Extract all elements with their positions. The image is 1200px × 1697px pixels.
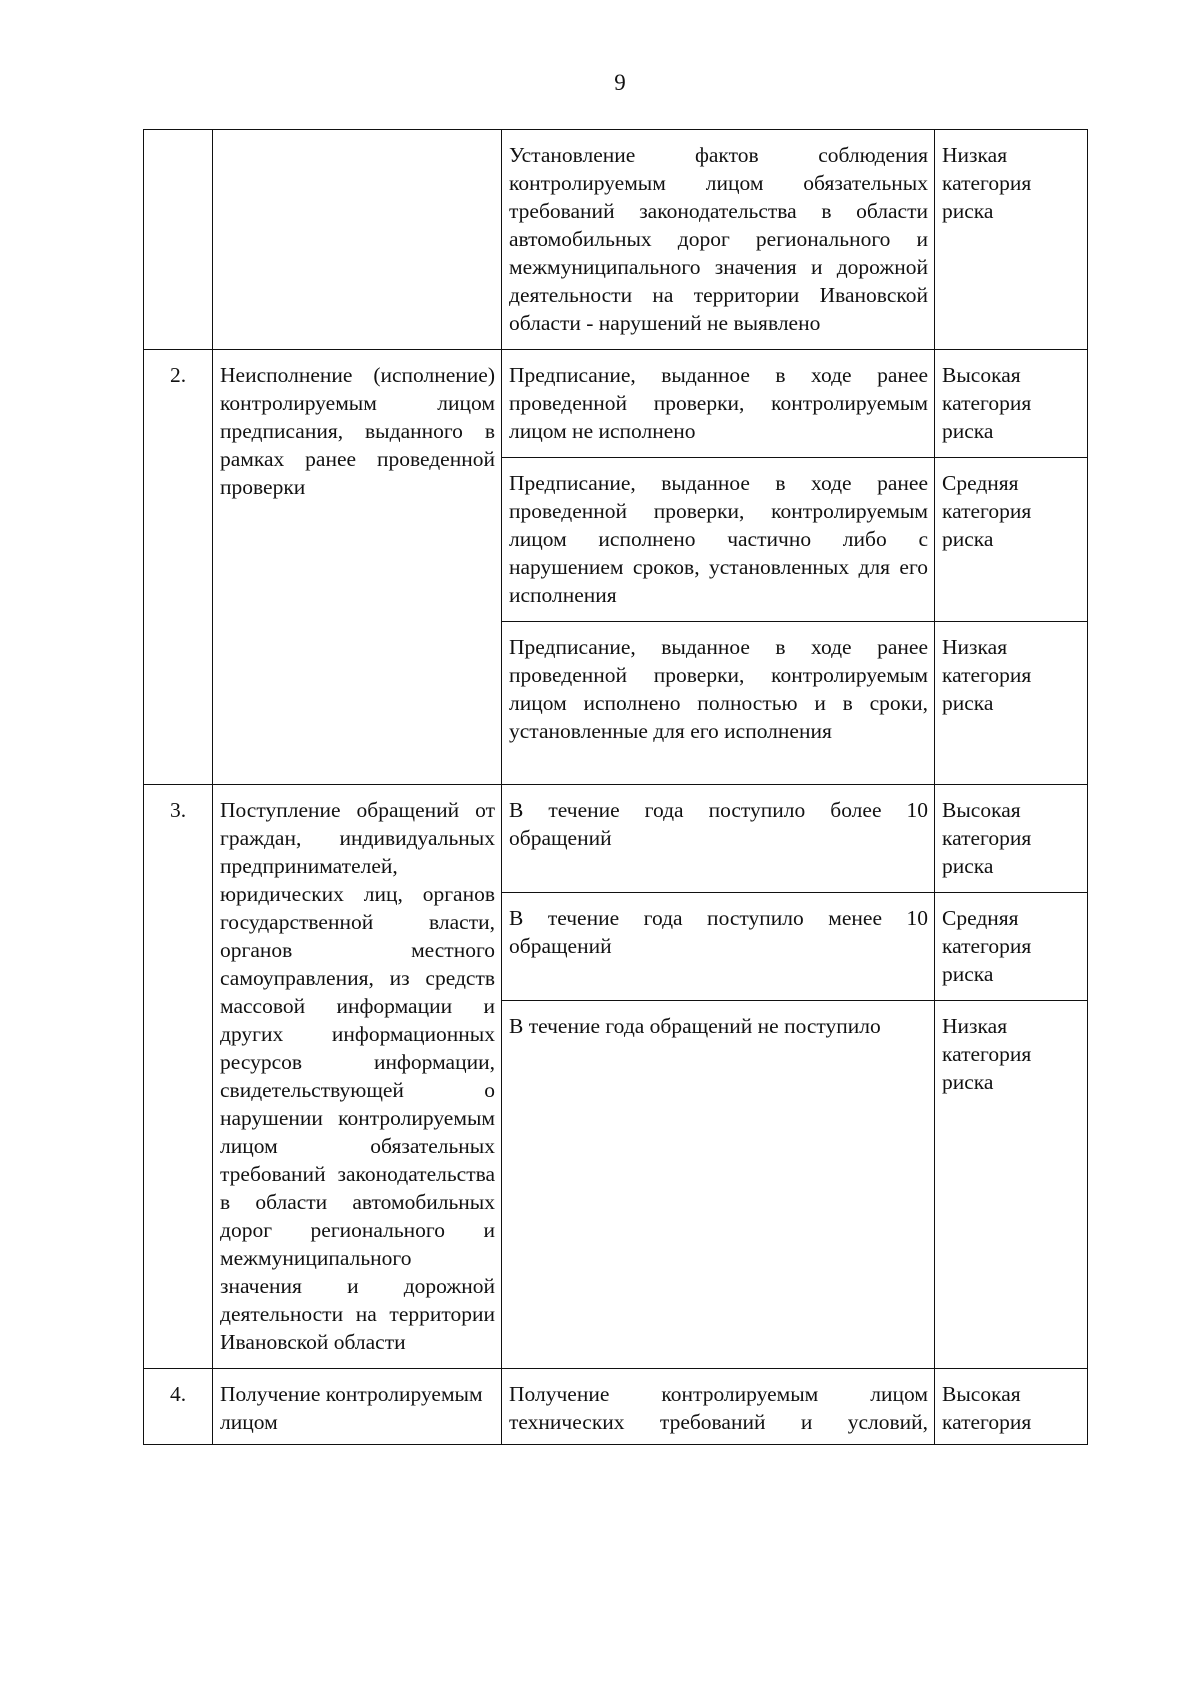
indicator-cell: Получение контролируемым лицом технических требований и условий, xyxy=(502,1369,935,1445)
indicator-cell: Предписание, выданное в ходе ранее проведенной проверки, контролируемым лицом исполнено полностью и в сроки, установленные для его исполнения xyxy=(502,622,935,785)
risk-category-cell: Низкая категория риска xyxy=(935,622,1088,785)
indicator-cell: Установление фактов соблюдения контролируемым лицом обязательных требований законодательства в области автомобильных дорог регионального и межмуниципального значения и дорожной деятельности на территории Ивановской области - нарушений не выявлено xyxy=(502,130,935,350)
table-row xyxy=(144,785,1088,893)
row-number: 4. xyxy=(144,1369,213,1445)
risk-category-cell: Средняя категория риска xyxy=(935,458,1088,622)
risk-category-cell: Высокая категория риска xyxy=(935,350,1088,458)
row-number: 3. xyxy=(144,785,213,1369)
row-number xyxy=(144,130,213,350)
indicator-cell: Предписание, выданное в ходе ранее проведенной проверки, контролируемым лицом исполнено частично либо с нарушением сроков, установленных для его исполнения xyxy=(502,458,935,622)
indicator-cell: Предписание, выданное в ходе ранее проведенной проверки, контролируемым лицом не исполнено xyxy=(502,350,935,458)
criterion-cell: Неисполнение (исполнение) контролируемым лицом предписания, выданного в рамках ранее проведенной проверки xyxy=(213,350,502,785)
page-number: 9 xyxy=(614,70,626,95)
row-number: 2. xyxy=(144,350,213,785)
risk-category-cell: Средняя категория риска xyxy=(935,893,1088,1001)
criterion-cell xyxy=(213,130,502,350)
risk-category-cell: Высокая категория риска xyxy=(935,785,1088,893)
indicator-cell: В течение года поступило более 10 обращений xyxy=(502,785,935,893)
risk-category-cell: Низкая категория риска xyxy=(935,1001,1088,1369)
table-row xyxy=(144,130,1088,350)
indicator-cell: В течение года обращений не поступило xyxy=(502,1001,935,1369)
risk-category-cell: Низкая категория риска xyxy=(935,130,1088,350)
indicator-cell: В течение года поступило менее 10 обращений xyxy=(502,893,935,1001)
criterion-cell: Получение контролируемым лицом xyxy=(213,1369,502,1445)
risk-category-cell: Высокая категория xyxy=(935,1369,1088,1445)
criterion-cell: Поступление обращений от граждан, индивидуальных предпринимателей, юридических лиц, органов государственной власти, органов местного самоуправления, из средств массовой информации и других информационных ресурсов информации, свидетельствующей о нарушении контролируемым лицом обязательных требований законодательства в области автомобильных дорог регионального и межмуниципального значения и дорожной деятельности на территории Ивановской области xyxy=(213,785,502,1369)
risk-criteria-table xyxy=(143,129,1088,1445)
table-row xyxy=(144,1369,1088,1445)
table-row xyxy=(144,350,1088,458)
